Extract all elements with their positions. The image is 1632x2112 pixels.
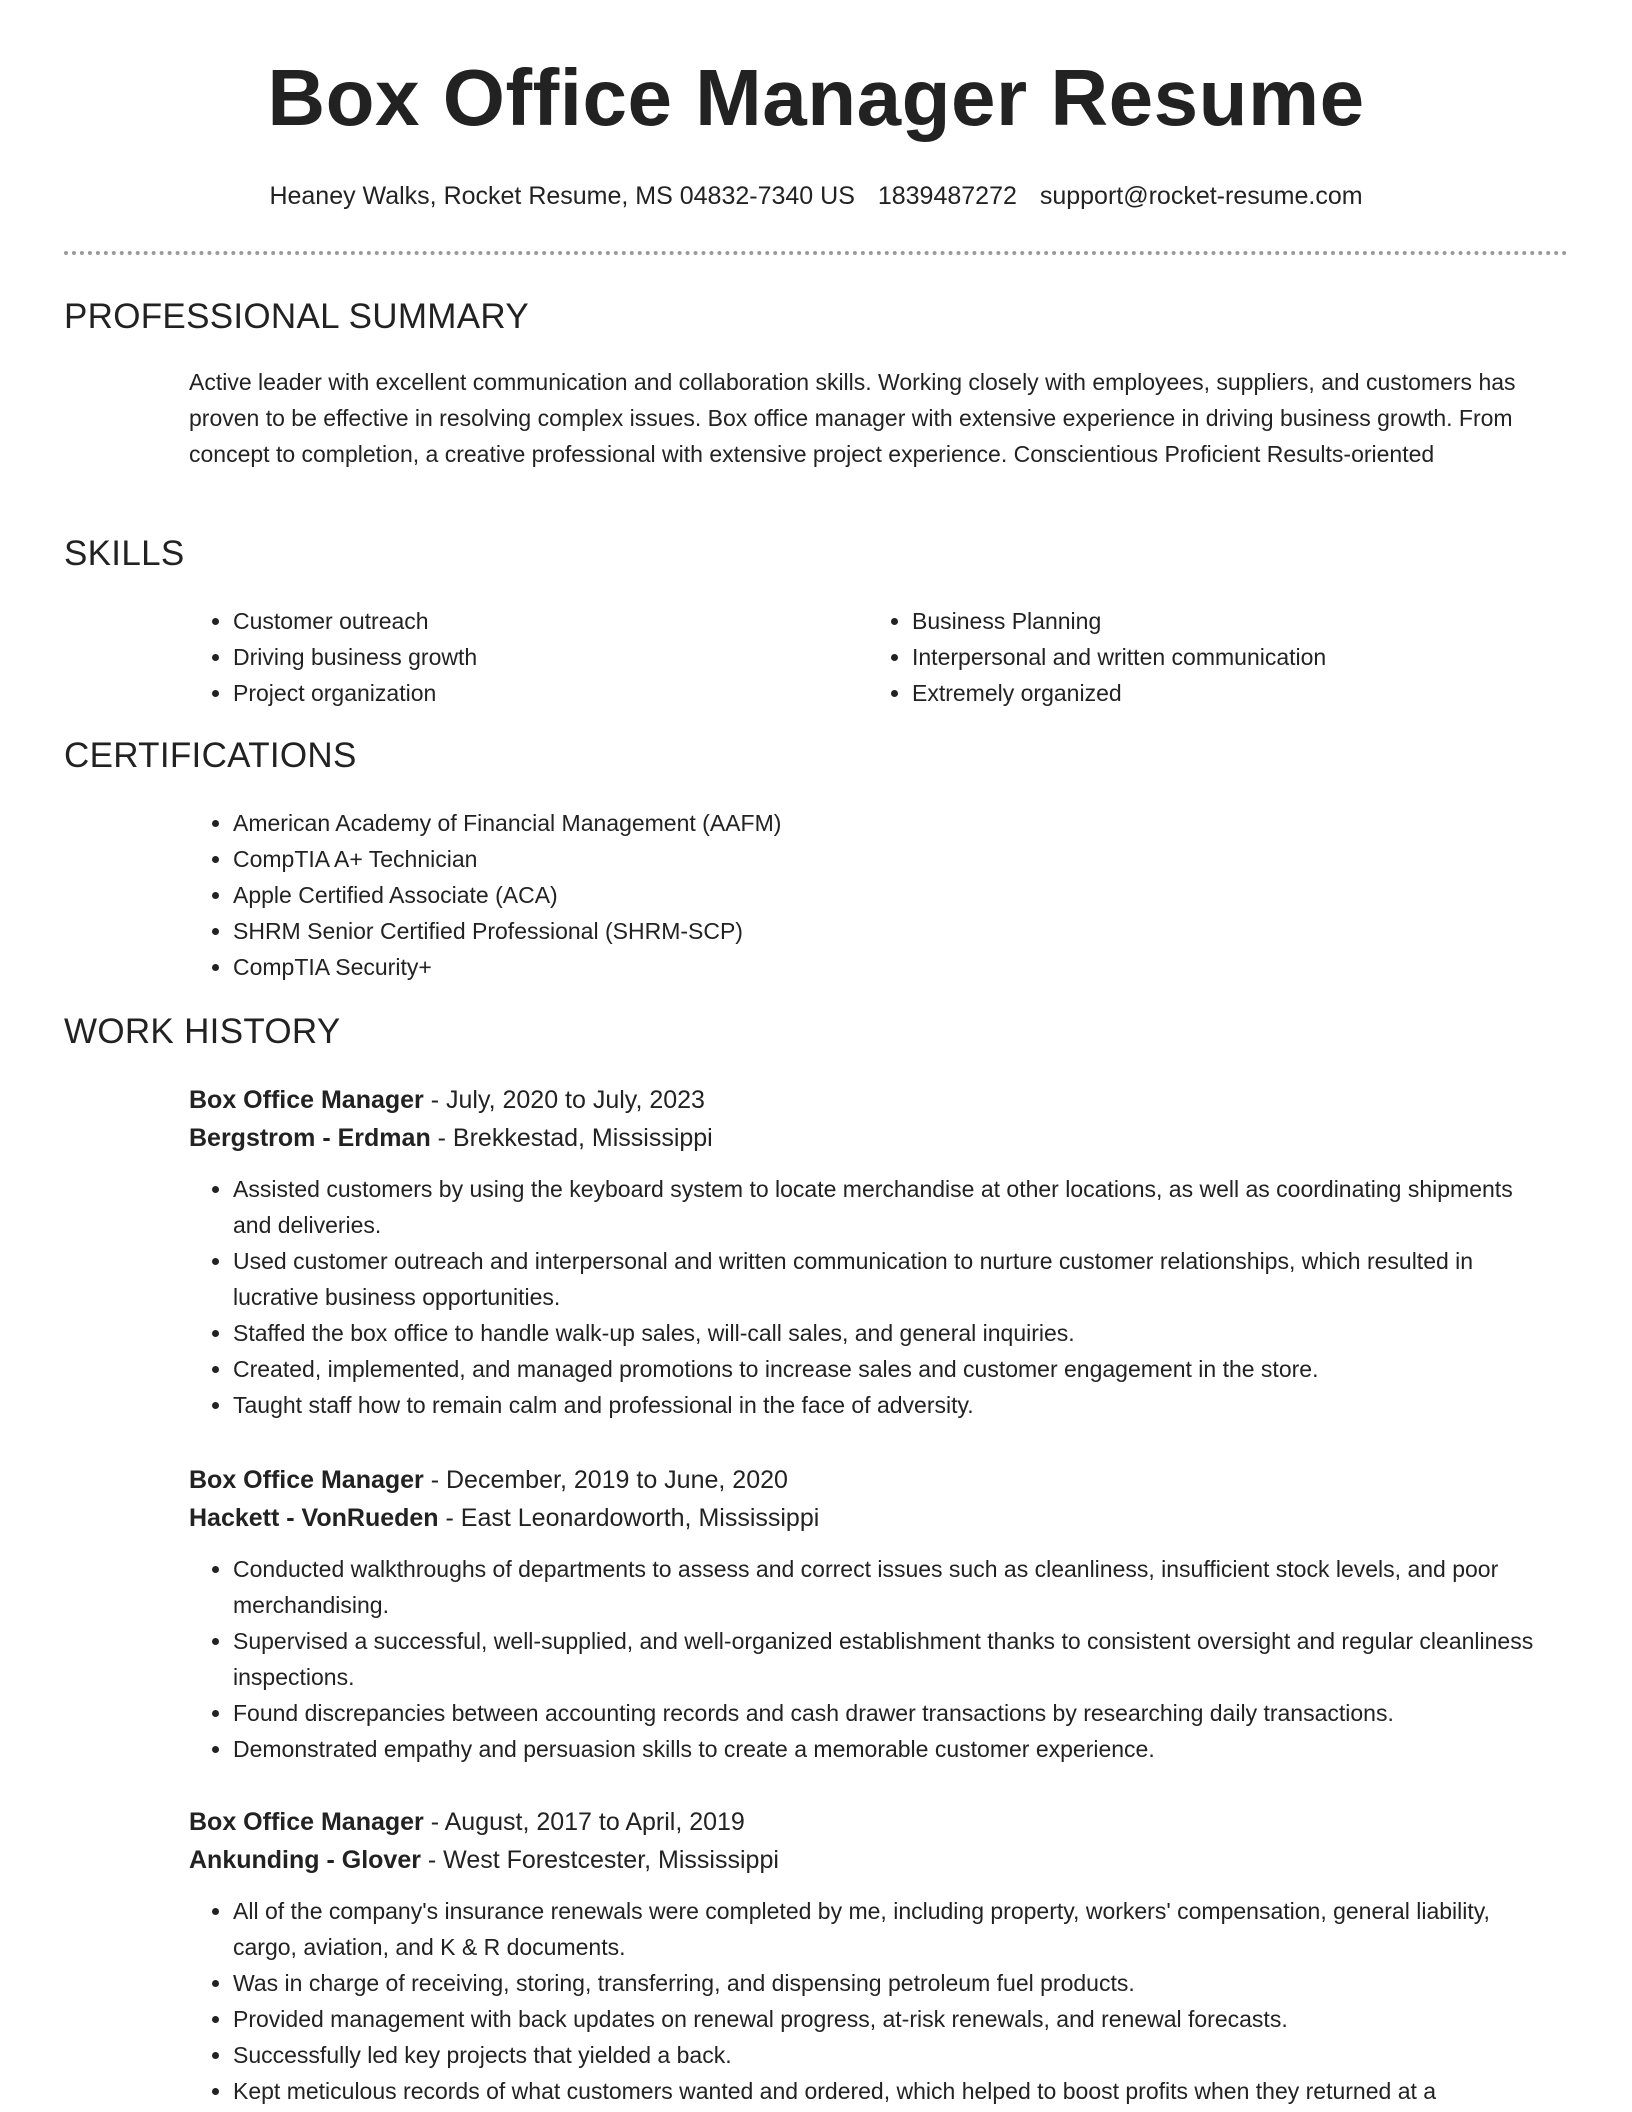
job-bullet: • Used customer outreach and interpersonal and written communication to nurture customer relationships, which resulted in lucrative business opportunities.: [233, 1243, 1539, 1315]
certification-item: • American Academy of Financial Management (AAFM): [233, 805, 1539, 841]
skill-item: • Extremely organized: [912, 675, 1528, 711]
certification-item: • CompTIA A+ Technician: [233, 841, 1539, 877]
job-bullet: • Kept meticulous records of what customers wanted and ordered, which helped to boost profits when they returned at a: [233, 2073, 1539, 2109]
skills-left-column: [189, 603, 829, 711]
skill-item: • Driving business growth: [233, 639, 829, 675]
job-company-line: [189, 1499, 1539, 1537]
job-bullet: • Supervised a successful, well-supplied, and well-organized establishment thanks to consistent oversight and regular cleanliness inspections.: [233, 1623, 1539, 1695]
job-bullet: • Successfully led key projects that yielded a back.: [233, 2037, 1539, 2073]
skill-item: • Customer outreach: [233, 603, 829, 639]
job-bullet: • Created, implemented, and managed promotions to increase sales and customer engagement in the store.: [233, 1351, 1539, 1387]
page-title: Box Office Manager Resume: [267, 53, 1365, 142]
contact-email[interactable]: support@rocket-resume.com: [1039, 182, 1363, 210]
job-bullet: • Provided management with back updates on renewal progress, at-risk renewals, and renewal forecasts.: [233, 2001, 1539, 2037]
job-company: Bergstrom - Erdman: [189, 1124, 431, 1152]
job-entry: [189, 1803, 1539, 2109]
job-bullet: • Was in charge of receiving, storing, transferring, and dispensing petroleum fuel products.: [233, 1965, 1539, 2001]
certification-item: • CompTIA Security+: [233, 949, 1539, 985]
skills-right-column: [868, 603, 1528, 711]
job-dates: - August, 2017 to April, 2019: [423, 1808, 745, 1836]
job-title: Box Office Manager: [189, 1086, 424, 1114]
job-title-line: [189, 1461, 1539, 1499]
job-company-line: [189, 1841, 1539, 1879]
skills-heading: SKILLS: [64, 534, 185, 573]
job-bullet: • Conducted walkthroughs of departments to assess and correct issues such as cleanliness, insufficient stock levels, and poor merchandising.: [233, 1551, 1539, 1623]
job-bullet: • Assisted customers by using the keyboard system to locate merchandise at other locations, as well as coordinating shipments and deliveries.: [233, 1171, 1539, 1243]
certification-item: • SHRM Senior Certified Professional (SHRM-SCP): [233, 913, 1539, 949]
summary-text: Active leader with excellent communication and collaboration skills. Working closely with employees, suppliers, and customers has proven to be effective in resolving complex issues. Box office manager with extensive experience in driving business growth. From concept to completion, a creative professional with extensive project experience. Conscientious Proficient Results-oriented: [189, 369, 1516, 467]
job-title: Box Office Manager: [189, 1466, 424, 1494]
contact-line: [0, 182, 1632, 211]
certifications-list: [189, 805, 1539, 985]
contact-phone: 1839487272: [877, 182, 1017, 210]
skill-item: • Business Planning: [912, 603, 1528, 639]
summary-heading: PROFESSIONAL SUMMARY: [64, 297, 529, 336]
job-company-line: [189, 1119, 1539, 1157]
job-location: - West Forestcester, Mississippi: [420, 1846, 779, 1874]
job-company: Ankunding - Glover: [189, 1846, 421, 1874]
job-location: - Brekkestad, Mississippi: [430, 1124, 713, 1152]
job-bullet: • Demonstrated empathy and persuasion skills to create a memorable customer experience.: [233, 1731, 1539, 1767]
job-dates: - July, 2020 to July, 2023: [423, 1086, 705, 1114]
job-bullet: • Staffed the box office to handle walk-up sales, will-call sales, and general inquiries.: [233, 1315, 1539, 1351]
skill-item: • Project organization: [233, 675, 829, 711]
job-bullet: • All of the company's insurance renewals were completed by me, including property, workers' compensation, general liability, cargo, aviation, and K & R documents.: [233, 1893, 1539, 1965]
job-bullet: • Found discrepancies between accounting records and cash drawer transactions by researching daily transactions.: [233, 1695, 1539, 1731]
job-dates: - December, 2019 to June, 2020: [423, 1466, 788, 1494]
job-location: - East Leonardoworth, Mississippi: [438, 1504, 820, 1532]
certifications-heading: CERTIFICATIONS: [64, 736, 357, 775]
job-entry: [189, 1081, 1539, 1423]
job-company: Hackett - VonRueden: [189, 1504, 439, 1532]
job-title: Box Office Manager: [189, 1808, 424, 1836]
job-bullet: • Taught staff how to remain calm and professional in the face of adversity.: [233, 1387, 1539, 1423]
header-divider: [64, 251, 1568, 255]
contact-address: Heaney Walks, Rocket Resume, MS 04832-7340 US: [269, 182, 855, 210]
job-title-line: [189, 1803, 1539, 1841]
skill-item: • Interpersonal and written communication: [912, 639, 1528, 675]
job-entry: [189, 1461, 1539, 1767]
certification-item: • Apple Certified Associate (ACA): [233, 877, 1539, 913]
work-history-heading: WORK HISTORY: [64, 1012, 341, 1051]
job-title-line: [189, 1081, 1539, 1119]
